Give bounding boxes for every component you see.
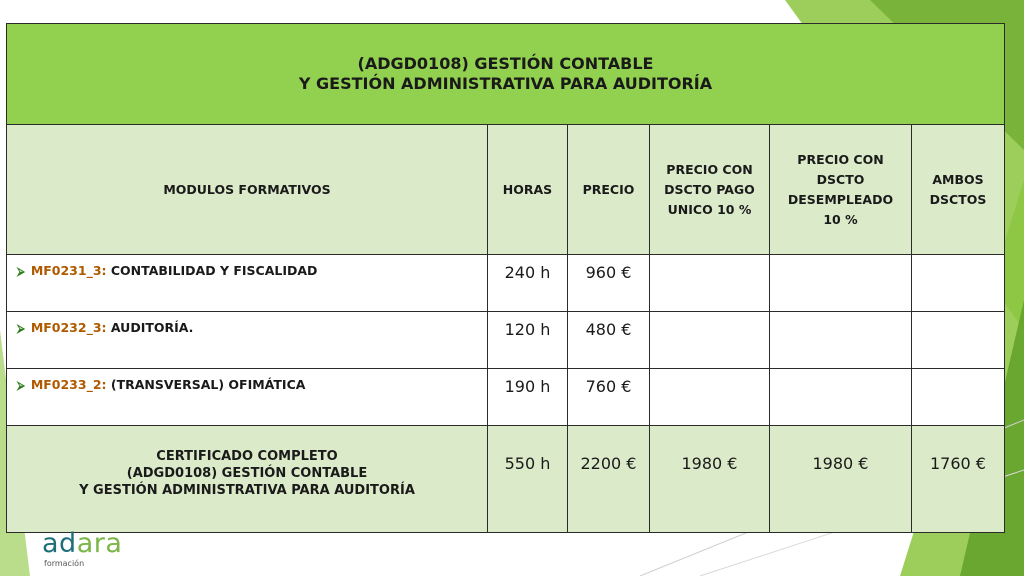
title-row xyxy=(7,24,1005,125)
header-line: 10 % xyxy=(823,211,858,227)
header-hours: HORAS xyxy=(488,125,568,255)
table-row xyxy=(7,312,1005,369)
header-line: DSCTO xyxy=(816,171,865,187)
module-hours: 120 h xyxy=(488,312,568,369)
header-both-discounts xyxy=(912,125,1005,255)
header-modules: MODULOS FORMATIVOS xyxy=(7,125,488,255)
course-pricing-table xyxy=(6,23,1005,533)
header-price: PRECIO xyxy=(568,125,650,255)
module-name: CONTABILIDAD Y FISCALIDAD xyxy=(106,263,318,278)
module-code: MF0233_2 xyxy=(30,377,102,392)
logo-wordmark xyxy=(42,528,122,559)
header-line: PRECIO CON xyxy=(797,151,884,167)
header-row xyxy=(7,125,1005,255)
module-sep: : xyxy=(101,320,107,335)
empty-cell xyxy=(770,369,912,426)
header-line: UNICO 10 % xyxy=(667,201,752,217)
arrow-bullet-icon: ⮚ xyxy=(17,379,25,392)
header-line: DESEMPLEADO xyxy=(787,191,894,207)
total-price: 2200 € xyxy=(568,426,650,533)
logo-part2: ara xyxy=(76,528,123,559)
header-line: AMBOS xyxy=(932,171,984,187)
total-discount-single: 1980 € xyxy=(650,426,770,533)
total-label-line: (ADGD0108) GESTIÓN CONTABLE xyxy=(126,466,368,481)
logo-subtitle: formación xyxy=(44,559,85,568)
empty-cell xyxy=(650,255,770,312)
arrow-bullet-icon: ⮚ xyxy=(17,322,25,335)
empty-cell xyxy=(770,312,912,369)
total-row xyxy=(7,426,1005,533)
empty-cell xyxy=(770,255,912,312)
header-line: DSCTO PAGO xyxy=(664,181,755,197)
total-hours: 550 h xyxy=(488,426,568,533)
course-title-line2: Y GESTIÓN ADMINISTRATIVA PARA AUDITORÍA xyxy=(298,74,713,93)
adara-logo xyxy=(42,528,123,568)
table-row xyxy=(7,255,1005,312)
module-sep: : xyxy=(101,263,107,278)
module-name: AUDITORÍA. xyxy=(106,320,194,335)
module-cell xyxy=(7,369,488,426)
course-title-line1: (ADGD0108) GESTIÓN CONTABLE xyxy=(357,54,654,73)
module-name: (TRANSVERSAL) OFIMÁTICA xyxy=(106,377,306,392)
total-label-line: Y GESTIÓN ADMINISTRATIVA PARA AUDITORÍA xyxy=(79,483,415,498)
module-price: 760 € xyxy=(568,369,650,426)
empty-cell xyxy=(912,369,1005,426)
total-discount-unemployed: 1980 € xyxy=(770,426,912,533)
table-row xyxy=(7,369,1005,426)
header-line: PRECIO CON xyxy=(666,161,753,177)
empty-cell xyxy=(650,312,770,369)
empty-cell xyxy=(912,255,1005,312)
module-price: 480 € xyxy=(568,312,650,369)
total-both-discounts: 1760 € xyxy=(912,426,1005,533)
module-code: MF0232_3 xyxy=(30,320,102,335)
course-title xyxy=(7,24,1005,125)
module-hours: 190 h xyxy=(488,369,568,426)
module-cell xyxy=(7,312,488,369)
total-label xyxy=(7,426,488,533)
module-code: MF0231_3 xyxy=(30,263,102,278)
module-cell xyxy=(7,255,488,312)
header-discount-single xyxy=(650,125,770,255)
header-discount-unemployed xyxy=(770,125,912,255)
module-price: 960 € xyxy=(568,255,650,312)
total-label-line: CERTIFICADO COMPLETO xyxy=(156,449,338,464)
logo-part1: ad xyxy=(42,528,77,559)
module-hours: 240 h xyxy=(488,255,568,312)
empty-cell xyxy=(650,369,770,426)
header-line: DSCTOS xyxy=(929,191,987,207)
arrow-bullet-icon: ⮚ xyxy=(17,265,25,278)
empty-cell xyxy=(912,312,1005,369)
module-sep: : xyxy=(101,377,107,392)
